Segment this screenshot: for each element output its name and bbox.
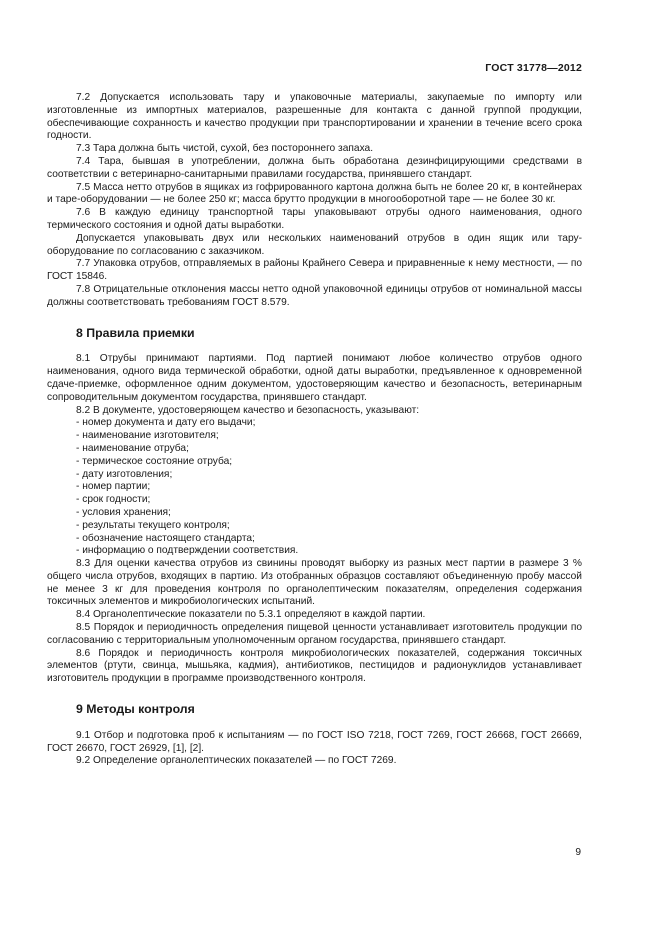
section-9-heading: 9 Методы контроля (76, 702, 195, 717)
list-item: - термическое состояние отруба; (76, 455, 233, 467)
paragraph-8-5: 8.5 Порядок и периодичность определения пищевой ценности устанавливает изготовитель продукции по согласованию с территориальным уполномоченным органом государства, принявшего стандарт. (47, 622, 582, 646)
document-body (47, 92, 582, 768)
paragraph-8-2: 8.2 В документе, удостоверяющем качество и безопасность, указывают: (76, 404, 420, 416)
list-item: - номер партии; (76, 481, 151, 493)
page-number: 9 (575, 847, 581, 858)
paragraph-9-1: 9.1 Отбор и подготовка проб к испытаниям — по ГОСТ ISO 7218, ГОСТ 7269, ГОСТ 26668, ГОСТ 26669, ГОСТ 26670, ГОСТ 26929, [1], [2]. (47, 729, 582, 754)
list-item: - результаты текущего контроля; (76, 519, 230, 531)
required-info-list (47, 417, 582, 558)
list-item: - дату изготовления; (76, 468, 173, 480)
list-item: - информацию о подтверждении соответствия. (76, 545, 299, 557)
paragraph-7-3: 7.3 Тара должна быть чистой, сухой, без постороннего запаха. (76, 143, 374, 155)
paragraph-7-2: 7.2 Допускается использовать тару и упаковочные материалы, закупаемые по импорту или изготовленные из импортных материалов, разрешенные для контакта с данной группой продукции, обеспечивающие сохранность и качество продукции при транспортировании и хранении в течение всего срока годности. (47, 92, 582, 142)
paragraph-8-4: 8.4 Органолептические показатели по 5.3.1 определяют в каждой партии. (76, 609, 426, 621)
list-item: - наименование изготовителя; (76, 430, 219, 442)
paragraph-7-6-note: Допускается упаковывать двух или нескольких наименований отрубов в один ящик или тару-оборудование по согласованию с заказчиком. (47, 232, 582, 257)
list-item: - наименование отруба; (76, 442, 189, 454)
paragraph-9-2: 9.2 Определение органолептических показателей — по ГОСТ 7269. (76, 755, 397, 767)
paragraph-8-1: 8.1 Отрубы принимают партиями. Под партией понимают любое количество отрубов одного наименования, одного вида термической обработки, одной даты выработки, предъявленное к одновременной сдаче-приемке, оформленное одним документом, удостоверяющим качество и безопасность, ветеринарным сопроводительным документом государства, принявшего стандарт. (47, 353, 582, 403)
paragraph-8-3: 8.3 Для оценки качества отрубов из свинины проводят выборку из разных мест партии в размере 3 % общего числа отрубов, входящих в партию. Из отобранных образцов составляют объединенную пробу массой не менее 3 кг для проведения контроля по органолептическим показателям, определения содержания токсичных элементов и микробиологических испытаний. (47, 558, 582, 608)
paragraph-8-6: 8.6 Порядок и периодичность контроля микробиологических показателей, содержания токсичных элементов (ртути, свинца, мышьяка, кадмия), антибиотиков, пестицидов и радионуклидов устанавливает изготовитель продукции в программе производственного контроля. (47, 647, 582, 685)
paragraph-7-6: 7.6 В каждую единицу транспортной тары упаковывают отрубы одного наименования, одного термического состояния и одной даты выработки. (47, 207, 582, 231)
list-item: - номер документа и дату его выдачи; (76, 417, 256, 429)
paragraph-7-7: 7.7 Упаковка отрубов, отправляемых в районы Крайнего Севера и приравненные к нему местности, — по ГОСТ 15846. (47, 258, 582, 283)
paragraph-7-5: 7.5 Масса нетто отрубов в ящиках из гофрированного картона должна быть не более 20 кг, в контейнерах и таре-оборудовании — не более 250 кг; масса брутто продукции в многооборотной таре — не более 30 кг. (47, 181, 582, 206)
paragraph-7-8: 7.8 Отрицательные отклонения массы нетто одной упаковочной единицы отрубов от номинальной массы должны соответствовать требованиям ГОСТ 8.579. (47, 283, 582, 308)
list-item: - условия хранения; (76, 506, 171, 518)
section-8-heading: 8 Правила приемки (76, 325, 195, 340)
list-item: - срок годности; (76, 494, 151, 506)
list-item: - обозначение настоящего стандарта; (76, 532, 255, 544)
document-id: ГОСТ 31778—2012 (485, 62, 582, 74)
paragraph-7-4: 7.4 Тара, бывшая в употреблении, должна быть обработана дезинфицирующими средствами в соответствии с ветеринарно-санитарными правилами государства, принявшего стандарт. (47, 155, 582, 180)
